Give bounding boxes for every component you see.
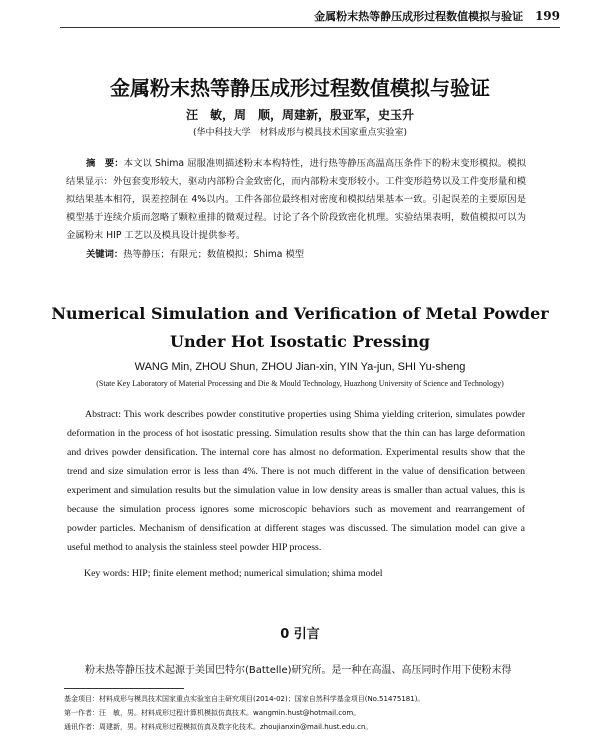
chinese-keywords-label: 关键词： xyxy=(86,249,124,260)
footnote-corresponding-author: 通讯作者：周建新，男。材料成形过程模拟仿真及数字化技术。zhoujianxin@mail.hust.edu.cn。 xyxy=(64,723,373,731)
running-header xyxy=(60,8,560,28)
english-keywords-text: HIP; finite element method; numerical simulation; shima model xyxy=(131,568,383,579)
chinese-abstract xyxy=(66,155,526,245)
footnote-funding: 基金项目：材料成形与模具技术国家重点实验室自主研究项目(2014-02)；国家自然科学基金项目(No.51475181)。 xyxy=(64,695,425,703)
english-authors: WANG Min, ZHOU Shun, ZHOU Jian-xin, YIN Ya-jun, SHI Yu-sheng xyxy=(134,361,466,373)
english-abstract-text: This work describes powder constitutive properties using Shima yielding criterion, simulates powder deformation in the process of hot isostatic pressing. Simulation results show that the thin can has large deformation and drives powder densification. The internal core has almost no deformation. Experimental results show that the trend and size simulation error is less than 4%. There is not much different in the value of densification between experiment and simulation results but the simulation value in low density areas is smaller than actual values, this is because the simulation process ignores some microscopic behaviors such as movement and rearrangement of powder particles. Mechanism of densification at different stages was discussed. The simulation model can give a useful method to analysis the stainless steel powder HIP process. xyxy=(67,409,525,553)
page-number: 199 xyxy=(534,9,560,23)
footnote-first-author: 第一作者：汪 敏，男。材料成形过程计算机模拟仿真技术。wangmin.hust@hotmail.com。 xyxy=(64,709,361,717)
english-abstract-label: Abstract: xyxy=(85,409,121,420)
chinese-abstract-text: 本文以 Shima 屈服准则描述粉末本构特性，进行热等静压高温高压条件下的粉末变形模拟。模拟结果显示：外包套变形较大，驱动内部粉合金致密化，而内部粉末变形较小。工件变形趋势以及工件变形量和模拟结果基本相符，误差控制在 4%以内。工件各部位最终相对密度和模拟结果基本一致。引起误差的主要原因是模型基于连续介质而忽略了颗粒重排的微观过程。讨论了各个阶段致密化机理。实验结果表明，数值模拟可以为金属粉末 HIP 工艺以及模具设计提供参考。 xyxy=(66,158,526,241)
footnotes xyxy=(64,692,534,734)
english-keywords-label: Key words: xyxy=(84,568,130,579)
running-title: 金属粉末热等静压成形过程数值模拟与验证 xyxy=(314,10,524,23)
english-title: Numerical Simulation and Verification of Metal Powder Under Hot Isostatic Pressing xyxy=(51,304,549,351)
footnote-divider xyxy=(64,688,184,689)
introduction-text: 粉末热等静压技术起源于美国巴特尔(Battelle)研究所。是一种在高温、高压同时作用下使粉末得 xyxy=(85,665,512,676)
chinese-keywords xyxy=(86,246,526,260)
english-keywords xyxy=(84,568,524,579)
english-affiliation: (State Key Laboratory of Material Processing and Die & Mould Technology, Huazhong University of Science and Technology) xyxy=(96,379,504,388)
chinese-title: 金属粉末热等静压成形过程数值模拟与验证 xyxy=(110,76,490,100)
chinese-abstract-label: 摘 要： xyxy=(86,158,124,169)
section-heading-introduction: 0 引言 xyxy=(280,627,320,642)
chinese-affiliation: (华中科技大学 材料成形与模具技术国家重点实验室) xyxy=(192,128,408,138)
english-abstract xyxy=(67,405,525,557)
chinese-keywords-text: 热等静压；有限元；数值模拟；Shima 模型 xyxy=(123,249,305,260)
chinese-authors: 汪 敏，周 顺，周建新，殷亚军，史玉升 xyxy=(185,108,414,122)
